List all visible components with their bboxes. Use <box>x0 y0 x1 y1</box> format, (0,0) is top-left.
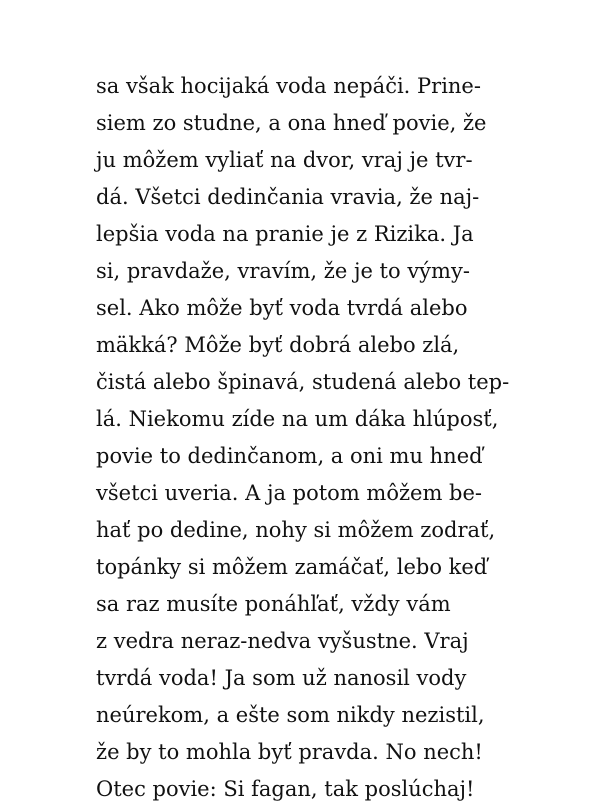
text-line: Otec povie: Si fagan, tak poslúchaj! <box>96 777 475 801</box>
text-line: z vedra neraz-nedva vyšustne. Vraj <box>96 629 469 653</box>
text-line: lá. Niekomu zíde na um dáka hlúposť, <box>96 407 499 431</box>
text-line: sel. Ako môže byť voda tvrdá alebo <box>96 296 468 320</box>
text-line: neúrekom, a ešte som nikdy nezistil, <box>96 703 485 727</box>
body-text <box>96 68 536 808</box>
text-line: siem zo studne, a ona hneď povie, že <box>96 111 487 135</box>
text-line: všetci uveria. A ja potom môžem be- <box>96 481 483 505</box>
text-line: hať po dedine, nohy si môžem zodrať, <box>96 518 496 542</box>
text-line: si, pravdaže, vravím, že je to výmy- <box>96 259 470 283</box>
text-line: tvrdá voda! Ja som už nanosil vody <box>96 666 467 690</box>
text-line: lepšia voda na pranie je z Rizika. Ja <box>96 222 474 246</box>
text-line: sa však hocijaká voda nepáči. Prine- <box>96 74 481 98</box>
text-line: sa raz musíte ponáhľať, vždy vám <box>96 592 451 616</box>
text-line: povie to dedinčanom, a oni mu hneď <box>96 444 483 468</box>
text-line: topánky si môžem zamáčať, lebo keď <box>96 555 488 579</box>
text-line: že by to mohla byť pravda. No nech! <box>96 740 483 764</box>
text-line: dá. Všetci dedinčania vravia, že naj- <box>96 185 480 209</box>
text-line: čistá alebo špinavá, studená alebo tep- <box>96 370 510 394</box>
text-line: mäkká? Môže byť dobrá alebo zlá, <box>96 333 460 357</box>
text-line: ju môžem vyliať na dvor, vraj je tvr- <box>96 148 473 172</box>
